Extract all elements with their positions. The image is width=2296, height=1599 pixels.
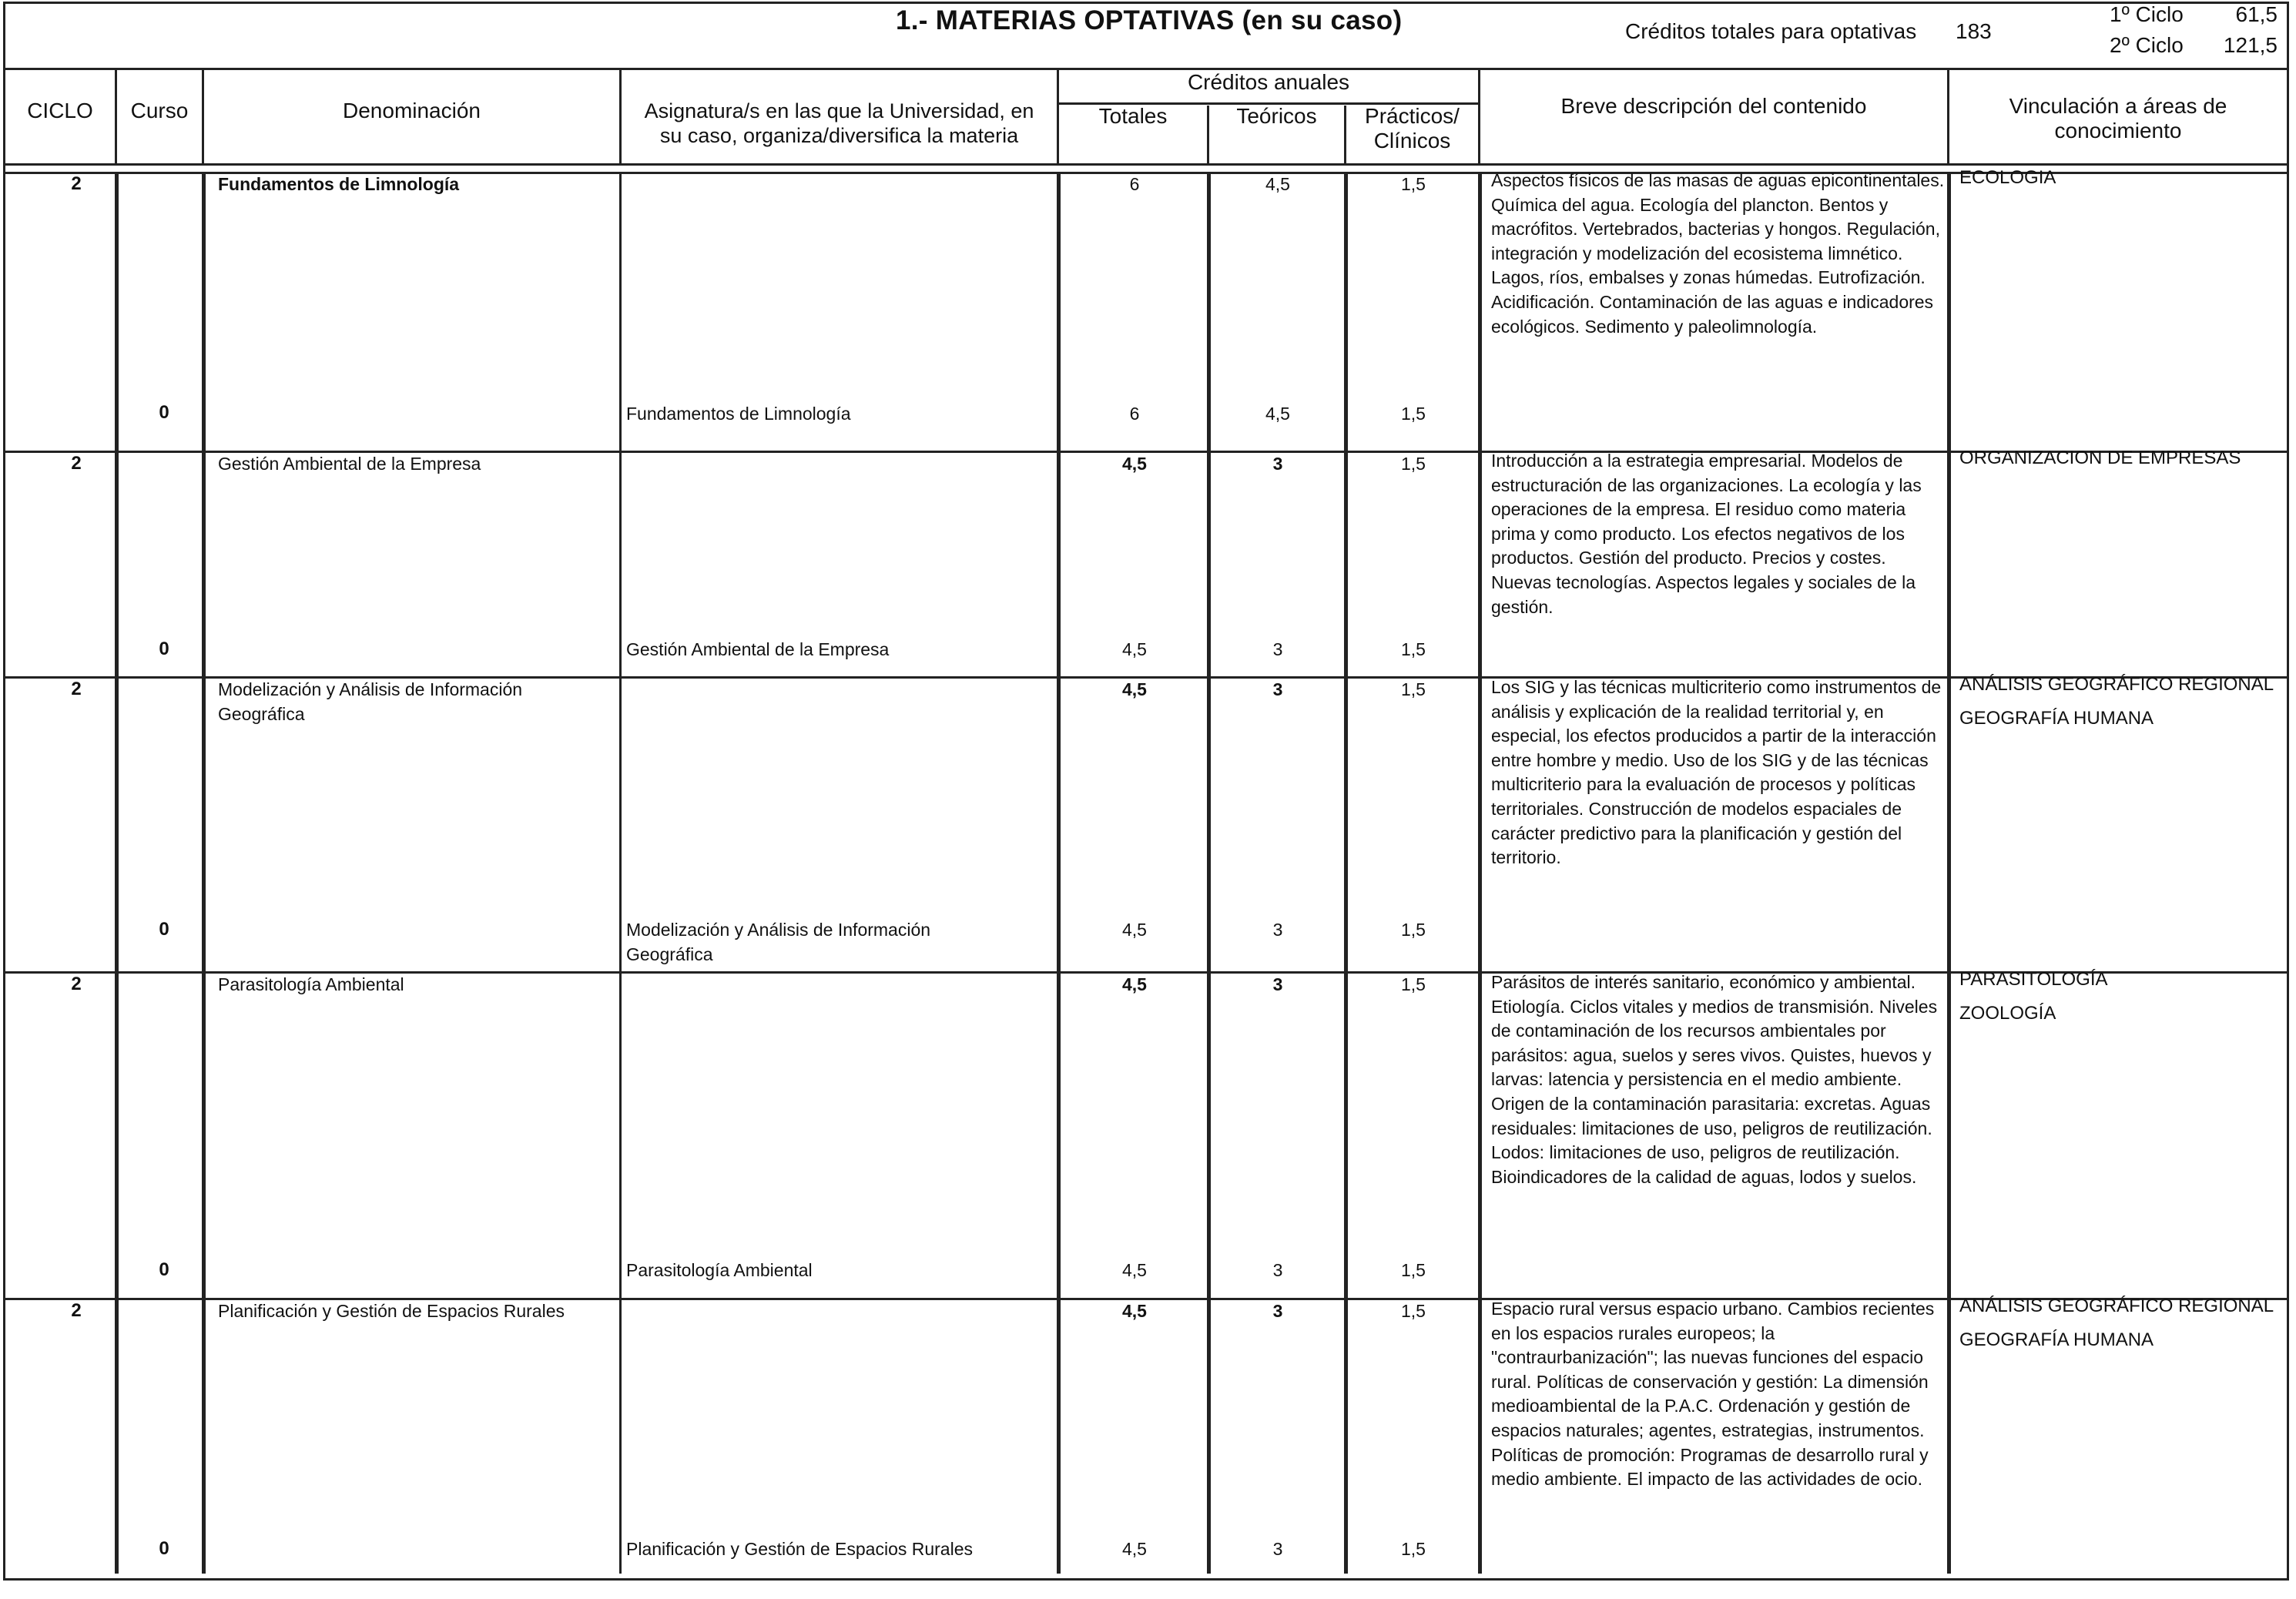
row-practicos-asignatura: 1,5 (1401, 1260, 1426, 1280)
row-denominacion: Modelización y Análisis de Información Geográfica (218, 679, 523, 724)
row-area: ORGANIZACION DE EMPRESAS (1959, 448, 2241, 468)
row-teoricos-asignatura: 3 (1272, 920, 1283, 940)
document-sheet (3, 2, 2289, 1581)
row-descripcion: Espacio rural versus espacio urbano. Cambios recientes en los espacios rurales europeos; la "contraurbanización"; las nuevas funciones del espacio rural. Políticas de conservación y gestión: La dimensión medioambiental de la P.A.C. Ordenación y gestión de espacios naturales; agentes, estrategias, instrumentos. Políticas de promoción: Programas de desarrollo rural y medio ambiente. El impacto de las actividades de ocio. (1491, 1299, 1935, 1490)
col-curso-header: Curso (130, 99, 189, 122)
row-teoricos: 3 (1272, 679, 1283, 699)
row-denominacion: Parasitología Ambiental (218, 974, 404, 994)
title-band (5, 4, 2287, 70)
col-totales-header: Totales (1098, 104, 1168, 128)
row-totales-asignatura: 4,5 (1122, 1539, 1147, 1559)
row-ciclo: 2 (71, 1300, 82, 1321)
row-teoricos: 3 (1272, 974, 1283, 994)
row-curso: 0 (159, 402, 169, 423)
row-totales-asignatura: 4,5 (1122, 920, 1147, 940)
row-area: ECOLOGIA (1959, 167, 2056, 188)
row-area: ANÁLISIS GEOGRÁFICO REGIONAL (1959, 674, 2274, 695)
ciclo2-value: 121,5 (2223, 33, 2278, 57)
row-descripcion: Aspectos físicos de las masas de aguas epicontinentales. Química del agua. Ecología del plancton. Bentos y macrófitos. Vertebrados, bacterias y hongos. Regulación, integración y modelización del ecosistema limnético. Lagos, ríos, embalses y zonas húmedas. Eutrofización. Acidificación. Contaminación de las aguas e indicadores ecológicos. Sedimento y paleolimnología. (1491, 170, 1945, 337)
ciclo2-label: 2º Ciclo (2110, 33, 2184, 57)
row-practicos: 1,5 (1401, 174, 1426, 194)
row-totales: 4,5 (1122, 1301, 1147, 1321)
row-practicos-asignatura: 1,5 (1401, 1539, 1426, 1559)
col-asignaturas-header-line1: Asignatura/s en las que la Universidad, en (644, 99, 1034, 122)
row-area: PARASITOLOGÍA (1959, 969, 2108, 990)
row-asignatura: Fundamentos de Limnología (626, 404, 851, 424)
ciclo1-label: 1º Ciclo (2110, 2, 2184, 26)
col-vinculacion-header (1949, 94, 2287, 143)
row-teoricos: 4,5 (1265, 174, 1290, 194)
creditos-totales-label: Créditos totales para optativas (1625, 19, 1917, 43)
row-practicos: 1,5 (1401, 679, 1426, 699)
row-ciclo: 2 (71, 679, 82, 699)
row-practicos-asignatura: 1,5 (1401, 639, 1426, 659)
row-denominacion: Fundamentos de Limnología (218, 174, 460, 194)
row-descripcion: Los SIG y las técnicas multicriterio como instrumentos de análisis y explicación de la realidad territorial y, en especial, los efectos producidos a partir de la interacción entre hombre y medio. Uso de los SIG y de las técnicas multicriterio para la evaluación de procesos y políticas territoriales. Construcción de modelos espaciales de carácter predictivo para la planificación y gestión del territorio. (1491, 677, 1942, 868)
row-asignatura: Parasitología Ambiental (626, 1260, 813, 1280)
row-denominacion: Gestión Ambiental de la Empresa (218, 454, 481, 474)
col-denominacion-header: Denominación (343, 99, 481, 122)
col-ciclo-header: CICLO (27, 99, 93, 122)
col-descripcion-header: Breve descripción del contenido (1560, 94, 1867, 118)
row-curso: 0 (159, 1538, 169, 1559)
col-teoricos-header: Teóricos (1236, 104, 1317, 128)
row-curso: 0 (159, 639, 169, 659)
row-area: ANÁLISIS GEOGRÁFICO REGIONAL (1959, 1296, 2274, 1316)
row-area: GEOGRAFÍA HUMANA (1959, 708, 2154, 729)
row-totales-asignatura: 4,5 (1122, 1260, 1147, 1280)
row-area: ZOOLOGÍA (1959, 1003, 2056, 1024)
row-teoricos-asignatura: 3 (1272, 639, 1283, 659)
page-title: 1.- MATERIAS OPTATIVAS (en su caso) (896, 5, 1403, 35)
row-totales: 4,5 (1122, 679, 1147, 699)
row-curso: 0 (159, 1259, 169, 1280)
row-totales: 4,5 (1122, 454, 1147, 474)
row-teoricos-asignatura: 3 (1272, 1539, 1283, 1559)
row-asignatura: Planificación y Gestión de Espacios Rurales (626, 1539, 974, 1559)
row-ciclo: 2 (71, 974, 82, 994)
col-asignaturas-header (622, 99, 1057, 148)
row-descripcion: Introducción a la estrategia empresarial. Modelos de estructuración de las organizaciones. La ecología y las operaciones de la empresa. El residuo como materia prima y como producto. Los efectos negativos de los productos. Gestión del producto. Precios y costes. Nuevas tecnologías. Aspectos legales y sociales de la gestión. (1491, 451, 1922, 617)
row-ciclo: 2 (71, 173, 82, 194)
row-descripcion: Parásitos de interés sanitario, económico y ambiental. Etiología. Ciclos vitales y medios de transmisión. Niveles de contaminación de los recursos ambientales por parásitos: agua, suelos y seres vivos. Quistes, huevos y larvas: latencia y persistencia en el medio ambiente. Origen de la contaminación parasitaria: excretas. Aguas residuales: limitaciones de uso, peligros de reutilización. Lodos: limitaciones de uso, peligros de reutilización. Bioindicadores de la calidad de aguas, lodos y suelos. (1491, 972, 1938, 1187)
row-practicos: 1,5 (1401, 974, 1426, 994)
row-teoricos-asignatura: 3 (1272, 1260, 1283, 1280)
row-totales-asignatura: 6 (1129, 404, 1140, 424)
row-totales-asignatura: 4,5 (1122, 639, 1147, 659)
col-practicos-header-line2: Clínicos (1373, 129, 1451, 153)
row-totales: 6 (1129, 174, 1140, 194)
ciclo1-value: 61,5 (2235, 2, 2278, 26)
row-asignatura: Modelización y Análisis de Información Geográfica (626, 920, 931, 964)
row-ciclo: 2 (71, 453, 82, 474)
row-asignatura: Gestión Ambiental de la Empresa (626, 639, 890, 659)
row-practicos: 1,5 (1401, 454, 1426, 474)
row-teoricos: 3 (1272, 454, 1283, 474)
col-practicos-header-line1: Prácticos/ (1365, 104, 1460, 128)
row-teoricos: 3 (1272, 1301, 1283, 1321)
row-curso: 0 (159, 919, 169, 940)
row-area: GEOGRAFÍA HUMANA (1959, 1329, 2154, 1350)
row-teoricos-asignatura: 4,5 (1265, 404, 1290, 424)
row-denominacion: Planificación y Gestión de Espacios Rurales (218, 1301, 565, 1321)
col-vinculacion-header-line1: Vinculación a áreas de (2009, 94, 2227, 118)
row-practicos-asignatura: 1,5 (1401, 920, 1426, 940)
row-practicos-asignatura: 1,5 (1401, 404, 1426, 424)
row-totales: 4,5 (1122, 974, 1147, 994)
col-asignaturas-header-line2: su caso, organiza/diversifica la materia (659, 124, 1019, 147)
row-practicos: 1,5 (1401, 1301, 1426, 1321)
col-creditos-anuales-header: Créditos anuales (1187, 70, 1350, 94)
col-practicos-header (1346, 104, 1478, 153)
creditos-totales-value: 183 (1956, 19, 1992, 43)
col-vinculacion-header-line2: conocimiento (2054, 119, 2182, 142)
